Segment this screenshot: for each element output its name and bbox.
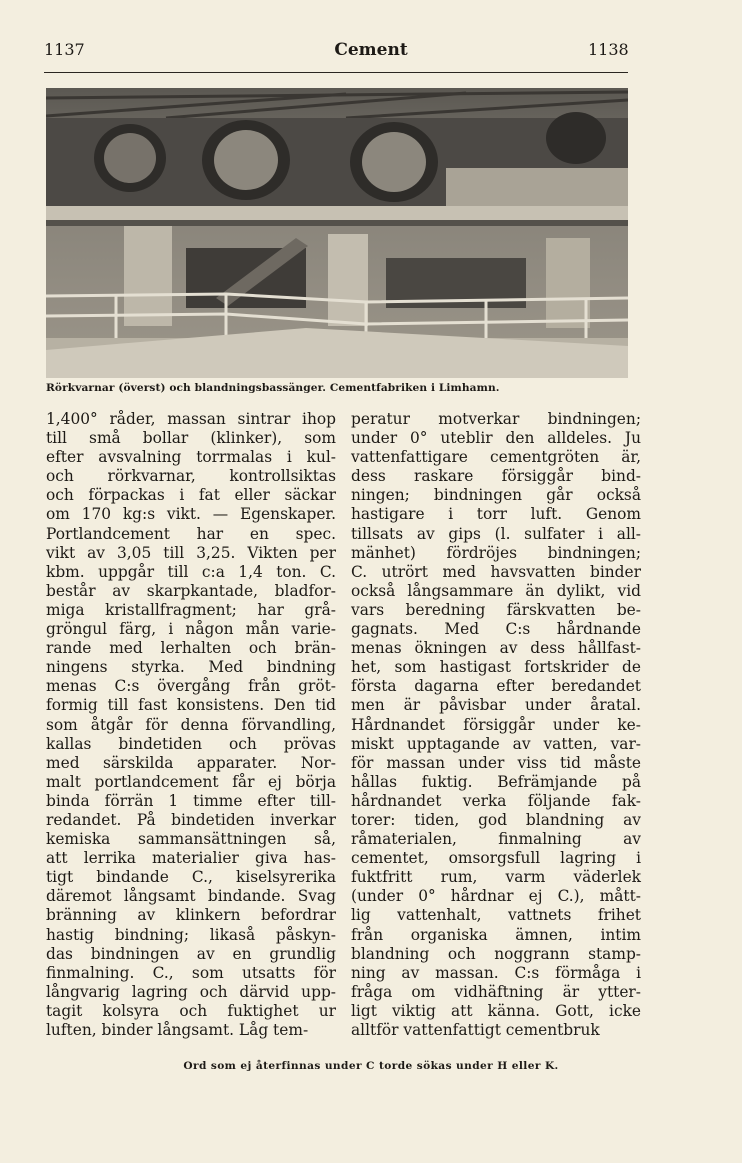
text-line: kallas bindetiden och prövas (46, 734, 336, 753)
text-line: kbm. uppgår till c:a 1,4 ton. C. (46, 562, 336, 581)
text-line: ningen; bindningen går också (351, 486, 641, 505)
text-line: peratur motverkar bindningen; (351, 410, 641, 428)
text-line: Hårdnandet försiggår under ke- (351, 715, 641, 734)
text-line: vattenfattigare cementgröten är, (351, 448, 641, 467)
text-line: råmaterialen, finmalning av (351, 830, 641, 849)
text-line: vars beredning färskvatten be- (351, 600, 641, 619)
text-line: 1,400° råder, massan sintrar ihop (46, 410, 336, 428)
text-line: första dagarna efter beredandet (351, 677, 641, 696)
text-line: finmalning. C., som utsatts för (46, 963, 336, 982)
text-line: ligt viktig att känna. Gott, icke (351, 1001, 641, 1020)
text-line: menas ökningen av dess hållfast- (351, 639, 641, 658)
text-line: också långsammare än dylikt, vid (351, 581, 641, 600)
text-line: med särskilda apparater. Nor- (46, 753, 336, 772)
text-line: cementet, omsorgsfull lagring i (351, 849, 641, 868)
text-line: hastigare i torr luft. Genom (351, 505, 641, 524)
text-line: menas C:s övergång från gröt- (46, 677, 336, 696)
text-line: till små bollar (klinker), som (46, 429, 336, 448)
text-line: och förpackas i fat eller säckar (46, 486, 336, 505)
text-line: dess raskare försiggår bind- (351, 467, 641, 486)
text-line: luften, binder långsamt. Låg tem- (46, 1021, 309, 1039)
text-line: het, som hastigast fortskrider de (351, 658, 641, 677)
text-line: för massan under viss tid måste (351, 753, 641, 772)
text-line: vikt av 3,05 till 3,25. Vikten per (46, 543, 336, 562)
text-line: lig vattenhalt, vattnets frihet (351, 906, 641, 925)
text-column-left (46, 410, 336, 1040)
text-line: rande med lerhalten och brän- (46, 639, 336, 658)
photo-caption: Rörkvarnar (överst) och blandningsbassänger. Cementfabriken i Limhamn. (46, 382, 500, 394)
text-line: hållas fuktig. Befrämjande på (351, 772, 641, 791)
text-line: tillsats av gips (l. sulfater i all- (351, 524, 641, 543)
photograph-illustration (46, 88, 628, 378)
text-line: tigt bindande C., kiselsyrerika (46, 868, 336, 887)
text-line: das bindningen av en grundlig (46, 944, 336, 963)
text-line: men är påvisbar under åratal. (351, 696, 641, 715)
text-line: C. utrört med havsvatten binder (351, 562, 641, 581)
text-line: långvarig lagring och därvid upp- (46, 982, 336, 1001)
text-line: fuktfritt rum, varm väderlek (351, 868, 641, 887)
text-line: mänhet) fördröjes bindningen; (351, 543, 641, 562)
text-line: formig till fast konsistens. Den tid (46, 696, 336, 715)
page-number-left: 1137 (44, 40, 85, 59)
text-line: kemiska sammansättningen så, (46, 830, 336, 849)
text-line: ningens styrka. Med bindning (46, 658, 336, 677)
footer-note: Ord som ej återfinnas under C torde sökas under H eller K. (183, 1060, 559, 1072)
text-line: (under 0° hårdnar ej C.), mått- (351, 887, 641, 906)
text-line: alltför vattenfattigt cementbruk (351, 1021, 600, 1039)
text-line: under 0° uteblir den alldeles. Ju (351, 429, 641, 448)
text-line: gagnats. Med C:s hårdnande (351, 620, 641, 639)
text-line: fråga om vidhäftning är ytter- (351, 982, 641, 1001)
text-line: däremot långsamt bindande. Svag (46, 887, 336, 906)
text-line: ning av massan. C:s förmåga i (351, 963, 641, 982)
text-line: och rörkvarnar, kontrollsiktas (46, 467, 336, 486)
text-column-right (351, 410, 641, 1040)
factory-photograph (46, 88, 628, 378)
text-line: bränning av klinkern befordrar (46, 906, 336, 925)
text-line: torer: tiden, god blandning av (351, 810, 641, 829)
text-line: efter avsvalning torrmalas i kul- (46, 448, 336, 467)
text-line: tagit kolsyra och fuktighet ur (46, 1001, 336, 1020)
text-line: miga kristallfragment; har grå- (46, 600, 336, 619)
text-line: hårdnandet verka följande fak- (351, 791, 641, 810)
text-line: att lerrika materialier giva has- (46, 849, 336, 868)
text-line: består av skarpkantade, bladfor- (46, 581, 336, 600)
text-line: blandning och noggrann stamp- (351, 944, 641, 963)
text-line: redandet. På bindetiden inverkar (46, 810, 336, 829)
text-line: hastig bindning; likaså påskyn- (46, 925, 336, 944)
text-line: binda förrän 1 timme efter till- (46, 791, 336, 810)
text-line: Portlandcement har en spec. (46, 524, 336, 543)
running-title: Cement (334, 40, 408, 60)
text-line: om 170 kg:s vikt. — Egenskaper. (46, 505, 336, 524)
text-line: från organiska ämnen, intim (351, 925, 641, 944)
text-line: malt portlandcement får ej börja (46, 772, 336, 791)
text-line: gröngul färg, i någon mån varie- (46, 620, 336, 639)
text-line: som åtgår för denna förvandling, (46, 715, 336, 734)
page-number-right: 1138 (588, 40, 629, 59)
header-rule (44, 72, 628, 73)
text-line: miskt upptagande av vatten, var- (351, 734, 641, 753)
